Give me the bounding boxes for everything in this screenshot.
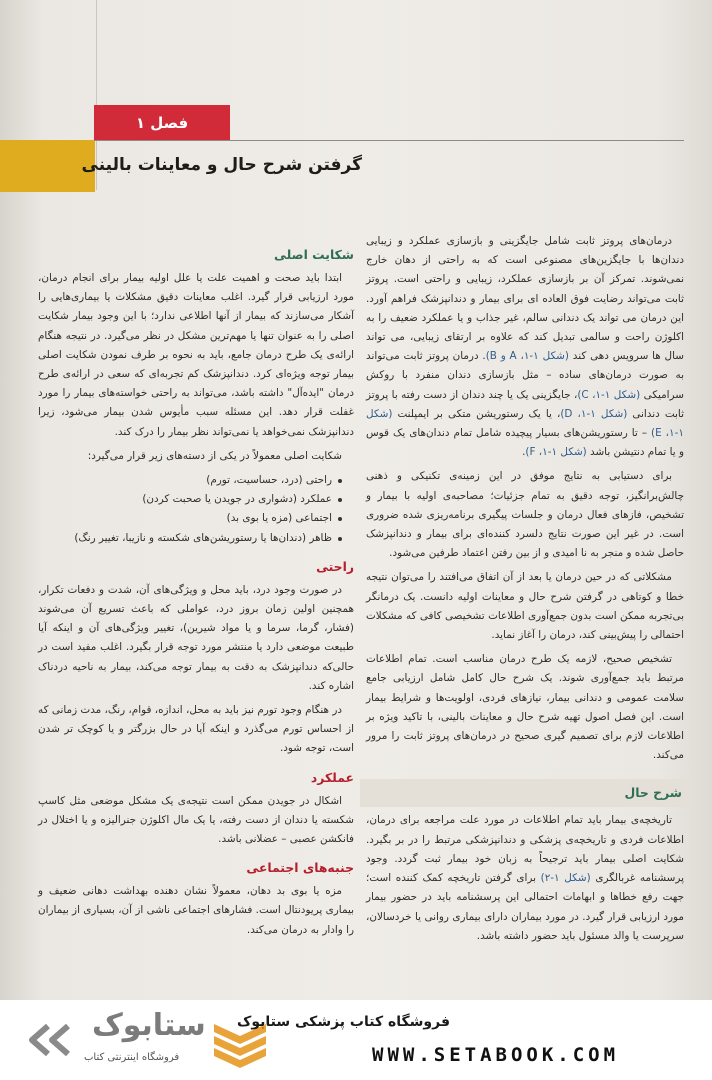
logo-wordmark: ستابوک [92, 1008, 206, 1043]
title-divider [94, 140, 684, 141]
store-name: فروشگاه کتاب پزشکی ستابوک [237, 1014, 450, 1030]
chapter-title: گرفتن شرح حال و معاینات بالینی [81, 155, 362, 175]
section-heading-comfort: راحتی [316, 558, 354, 574]
history-paragraph: تاریخچه‌ی بیمار باید تمام اطلاعات در مورد علت مراجعه برای درمان، اطلاعات فردی و تاریخچه‌ی پزشکی و دندانپزشکی مرتبط را در بر بگیرد. شکایت اصلی بیمار باید ترجیحاً به زبان خود بیمار ثبت گردد. وجود پرسشنامه غربالگری (شکل ۱-۲) برای گرفتن تاریخچه کمک کننده است؛ جهت رفع خطاها و ابهامات احتمالی این پرسشنامه باید در حضور بیمار مورد ارزیابی قرار گیرد. در مورد بیماران دارای بیماری روانی یا خردسالان، سرپرست یا والد مسئول باید حضور داشته باشد. [366, 814, 684, 942]
paragraph: در هنگام وجود تورم نیز باید به محل، اندازه، قوام، رنگ، مدت زمانی که از احساس تورم می‌گذرد و اینکه آیا در حال بزرگتر و یا کوچک تر شدن است، توجه شود. [38, 704, 354, 755]
list-item: ظاهر (دندان‌ها یا رستوریشن‌های شکسته و نازیبا، تغییر رنگ) [38, 529, 354, 548]
logo-subtitle: فروشگاه اینترنتی کتاب [84, 1052, 180, 1063]
double-chevron-icon [24, 1020, 84, 1060]
section-heading-history: شرح حال [360, 779, 690, 807]
paragraph: ابتدا باید صحت و اهمیت علت یا علل اولیه بیمار برای انجام درمان، مورد ارزیابی قرار گیرد. اغلب معاینات دقیق مشکلات یا بیماری‌هایی را آشکار می‌سازند که بیمار از آنها اطلاعی ندارد؛ با این وجود بیمار شکایت اصلی را به عنوان تنها یا مهم‌ترین مشکل در نظر می‌گیرد. در نتیجه هنگام ارائه‌ی یک طرح درمان جامع، باید به نحوه بر طرف نمودن شکایت اصلی بیمار توجه ویژه‌ای کرد. دندانپزشک کم تجربه‌ای که سعی در ارائه‌ی طرح درمان "ایده‌آل" داشته باشد، می‌تواند به راحتی خواسته‌های بیمار را مورد غفلت قرار دهد. این مسئله سبب مأیوس شدن بیمار می‌شود، زیرا دندانپزشک نمی‌خواهد یا نمی‌تواند نظر بیمار را درک کند. [38, 272, 354, 438]
paragraph: تشخیص صحیح، لازمه یک طرح درمان مناسب است. تمام اطلاعات مرتبط باید جمع‌آوری شوند. یک شرح حال کامل شامل ارزیابی جامع سلامت عمومی و دندانی بیمار، نیازهای فردی، اولویت‌ها و شرایط بیمار است. این فصل اصول تهیه شرح حال و معاینات بالینی، با تاکید ویژه بر اطلاعات لازم برای تصمیم گیری صحیح در درمان‌های پروتز ثابت را مرور می‌کند. [366, 653, 684, 762]
right-column [366, 232, 684, 951]
store-url-link[interactable]: WWW.SETABOOK.COM [372, 1044, 620, 1066]
complaint-categories-list [38, 471, 354, 548]
paragraph: مشکلاتی که در حین درمان یا بعد از آن اتفاق می‌افتند را می‌توان نتیجه خطا و کوتاهی در گرفتن شرح حال و معاینات اولیه دانست. یک درمانگر بی‌تجربه ممکن است بدون جمع‌آوری اطلاعات تشخیصی کافی که مشکلات احتمالی را پیش‌بینی کند، درمان را آغاز نماید. [366, 571, 684, 642]
paragraph: اشکال در جویدن ممکن است نتیجه‌ی یک مشکل موضعی مثل کاسپ شکسته یا دندان از دست رفته، یا یک مال اکلوژن جنرالیزه و یا اختلال در فانکشن عصبی – عضلانی باشد. [38, 794, 354, 846]
paragraph: در صورت وجود درد، باید محل و ویژگی‌های آن، شدت و دفعات تکرار، همچنین اولین زمان بروز درد، عواملی که باعث تسریع آن می‌شوند (فشار، گرما، سرما و یا مواد شیرین)، تغییر ویژگی‌های آن و اینکه آیا طبیعت موضعی دارد یا منتشر مورد توجه قرار بگیرد. اغلب مفید است در حالی‌که دندانپزشک به دقت به بیمار توجه می‌کند، بیمار به ناحیه دردناک اشاره کند. [38, 583, 354, 692]
intro-paragraph: درمان‌های پروتز ثابت شامل جایگزینی و بازسازی عملکرد و زیبایی دندان‌ها با جایگزین‌های مصنوعی است که به راحتی از دهان خارج نمی‌شوند. تمرکز آن بر بازسازی عملکرد، زیبایی و راحتی است. پروتز ثابت می‌تواند رضایت فوق العاده ای برای بیمار و دندانپزشک فراهم آورد. این درمان می تواند یک دندانی سالم، غیر جذاب و یا عملکرد ضعیف را به اکلوژن راحت و سالمی تبدیل کند که علاوه بر ارتقای زیبایی، می تواند سال ها سرویس دهی کند (شکل ۱-۱، A و B). درمان پروتز ثابت می‌تواند به صورت درمان‌های ساده – مثل بازسازی دندان منفرد با روکش سرامیکی (شکل ۱-۱، C)، جایگزینی یک یا چند دندان از دست رفته با پروتز ثابت دندانی (شکل ۱-۱، D)، یا یک رستوریشن متکی بر ایمپلنت (شکل ۱-۱، E) – تا رستوریشن‌های بسیار پیچیده شامل تمام دندان‌های یک قوس و یا تمام دنتیشن باشد (شکل ۱-۱، F). [366, 235, 684, 459]
list-item: عملکرد (دشواری در جویدن یا صحبت کردن) [38, 490, 354, 509]
paragraph: شکایت اصلی معمولاً در یکی از دسته‌های زیر قرار می‌گیرد: [87, 449, 342, 462]
store-footer [0, 1000, 712, 1080]
list-item: اجتماعی (مزه یا بوی بد) [38, 509, 354, 528]
section-heading-social: جنبه‌های اجتماعی [246, 860, 354, 876]
chapter-label: فصل ۱ [94, 105, 230, 140]
section-heading-function: عملکرد [310, 769, 354, 785]
list-item: راحتی (درد، حساسیت، تورم) [38, 471, 354, 490]
section-heading-chief-complaint: شکایت اصلی [274, 247, 354, 262]
left-column [38, 236, 354, 945]
paragraph: مزه یا بوی بد دهان، معمولاً نشان دهنده بهداشت دهانی ضعیف و بیماری پریودنتال است. فشارهای اجتماعی ناشی از آن، بسیاری از بیماران را وادار به درمان می‌کند. [38, 885, 354, 936]
paragraph: برای دستیابی به نتایج موفق در این زمینه‌ی تکنیکی و ذهنی چالش‌برانگیز، توجه دقیق به تمام جزئیات؛ مصاحبه‌ی اولیه با بیمار و تشخیص، فازهای فعال درمان و جلسات پیگیری برنامه‌ریزی شده ضروری است. در غیر این صورت نتایج دلسرد کننده‌ای برای بیمار و دندانپزشک حاصل شده و منجر به نا امیدی و از بین رفتن اعتماد طرفین می‌شود. [366, 470, 684, 560]
